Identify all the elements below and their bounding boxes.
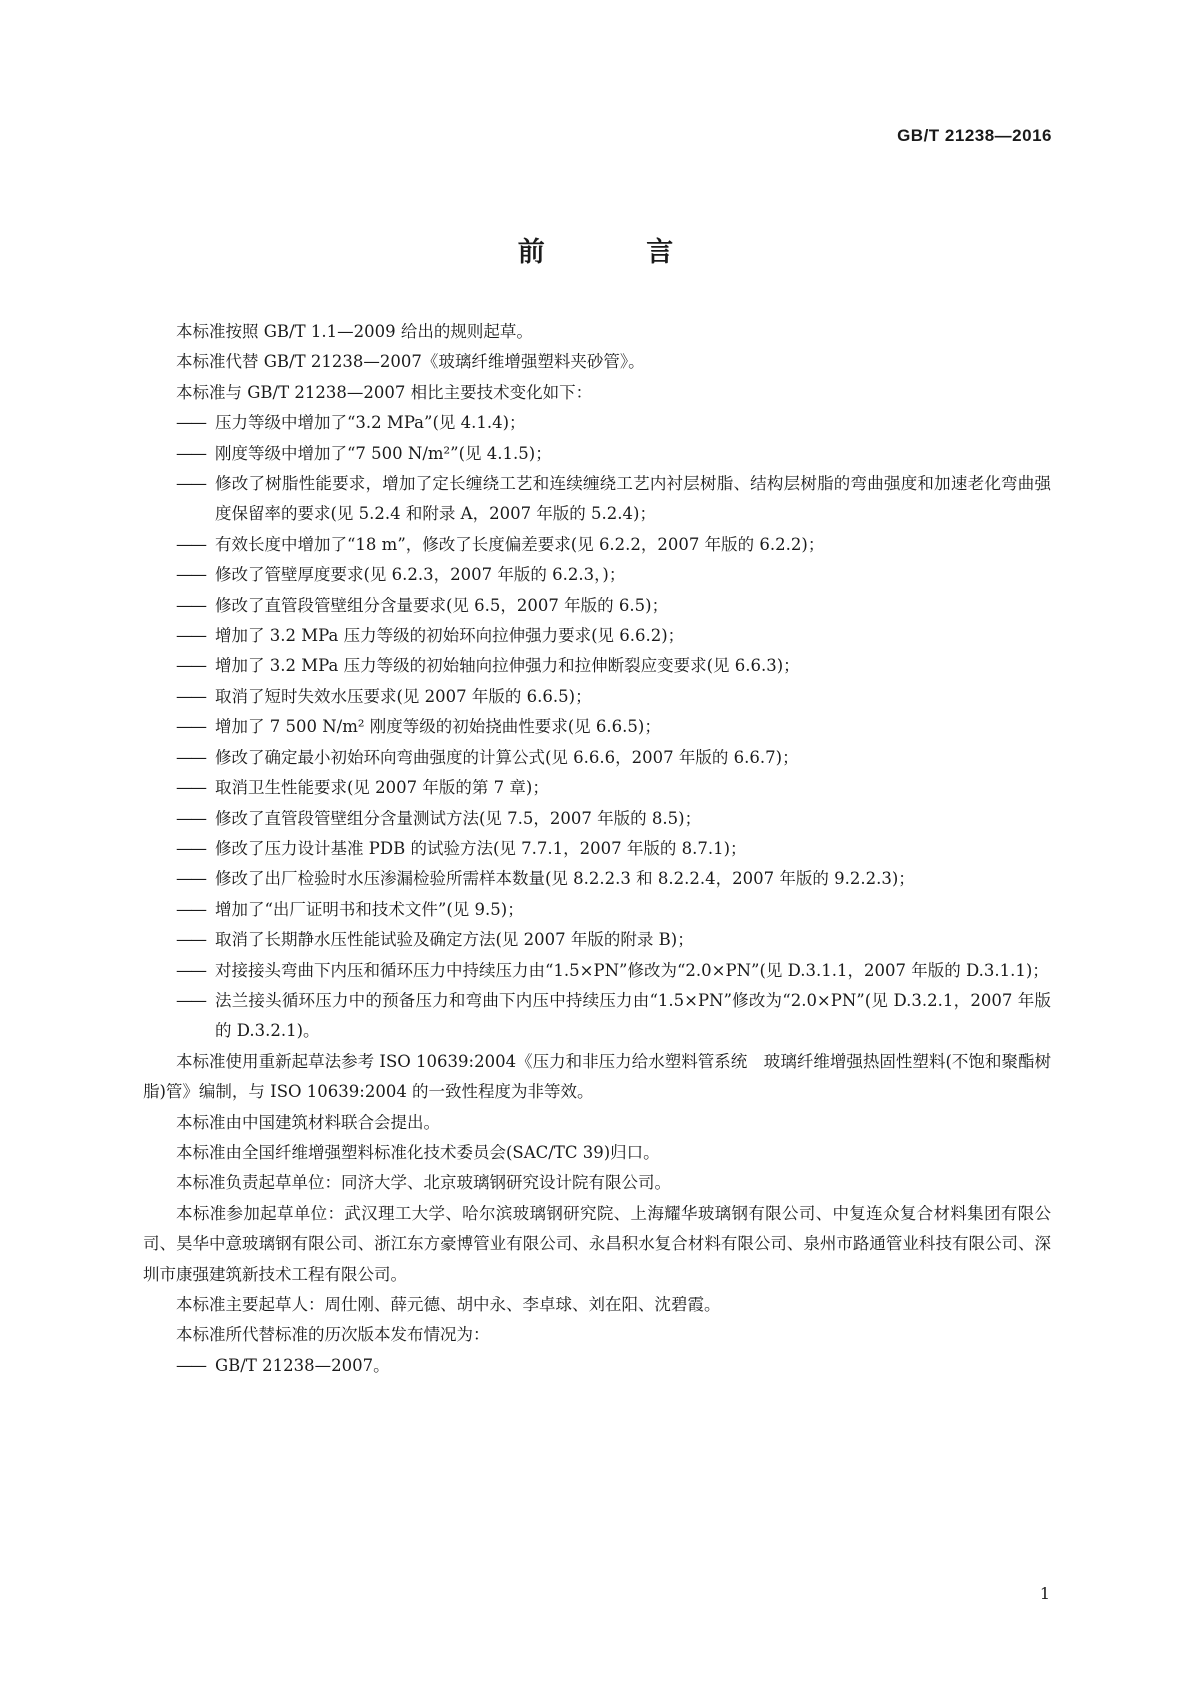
change-item	[143, 530, 1051, 560]
body-paragraph: 本标准由全国纤维增强塑料标准化技术委员会(SAC/TC 39)归口。	[176, 1142, 660, 1162]
dash-marker: ——	[176, 595, 205, 615]
change-item	[143, 773, 1051, 803]
change-item-text: 增加了 7 500 N/m² 刚度等级的初始挠曲性要求(见 6.6.5)；	[215, 717, 661, 737]
dash-marker: ——	[176, 565, 205, 585]
change-item-text: 修改了直管段管壁组分含量测试方法(见 7.5，2007 年版的 8.5)；	[215, 808, 702, 828]
change-item-text: 取消了长期静水压性能试验及确定方法(见 2007 年版的附录 B)；	[215, 930, 694, 950]
body-paragraph: 本标准负责起草单位：同济大学、北京玻璃钢研究设计院有限公司。	[176, 1173, 671, 1193]
body-paragraph: 本标准参加起草单位：武汉理工大学、哈尔滨玻璃钢研究院、上海耀华玻璃钢有限公司、中复连众复合材料集团有限公司、昊华中意玻璃钢有限公司、浙江东方豪博管业有限公司、永昌积水复合材料有限公司、泉州市路通管业科技有限公司、深圳市康强建筑新技术工程有限公司。	[143, 1203, 1051, 1284]
change-item	[143, 439, 1051, 469]
body-paragraph: 本标准主要起草人：周仕刚、薛元德、胡中永、李卓球、刘在阳、沈碧霞。	[176, 1295, 721, 1314]
change-item-text: 修改了树脂性能要求，增加了定长缠绕工艺和连续缠绕工艺内衬层树脂、结构层树脂的弯曲强度和加速老化弯曲强度保留率的要求(见 5.2.4 和附录 A，2007 年版的 5.2.4)；	[215, 474, 1051, 524]
change-item-text: 取消了短时失效水压要求(见 2007 年版的 6.6.5)；	[215, 686, 592, 706]
previous-version-text: GB/T 21238—2007。	[215, 1355, 390, 1375]
change-item-text: 增加了“出厂证明书和技术文件”(见 9.5)；	[215, 899, 524, 919]
dash-marker: ——	[176, 474, 205, 494]
dash-marker: ——	[176, 686, 205, 706]
intro-paragraph: 本标准按照 GB/T 1.1—2009 给出的规则起草。	[176, 322, 533, 341]
intro-paragraph: 本标准与 GB/T 21238—2007 相比主要技术变化如下：	[176, 382, 593, 402]
dash-marker: ——	[176, 990, 205, 1010]
dash-marker: ——	[176, 869, 205, 889]
body-paragraph: 本标准使用重新起草法参考 ISO 10639:2004《压力和非压力给水塑料管系统 玻璃纤维增强热固性塑料(不饱和聚酯树脂)管》编制，与 ISO 10639:2004 的一致性程度为非等效。	[143, 1051, 1051, 1102]
change-item	[143, 804, 1051, 834]
body-paragraph: 本标准所代替标准的历次版本发布情况为：	[176, 1325, 490, 1345]
change-item	[143, 864, 1051, 894]
page-number: 1	[1039, 1584, 1050, 1603]
change-item-text: 修改了直管段管壁组分含量要求(见 6.5，2007 年版的 6.5)；	[215, 595, 669, 615]
change-item-text: 修改了确定最小初始环向弯曲强度的计算公式(见 6.6.6，2007 年版的 6.6.7)；	[215, 747, 799, 767]
change-item-text: 刚度等级中增加了“7 500 N/m²”(见 4.1.5)；	[215, 443, 552, 463]
changes-list	[143, 408, 1051, 1047]
change-item-text: 压力等级中增加了“3.2 MPa”(见 4.1.4)；	[215, 413, 526, 433]
change-item	[143, 743, 1051, 773]
change-item-text: 取消卫生性能要求(见 2007 年版的第 7 章)；	[215, 778, 549, 798]
dash-marker: ——	[176, 778, 205, 798]
change-item	[143, 925, 1051, 955]
dash-marker: ——	[176, 899, 205, 919]
dash-marker: ——	[176, 443, 205, 463]
body-paragraph: 本标准由中国建筑材料联合会提出。	[176, 1112, 440, 1132]
dash-marker: ——	[176, 626, 205, 646]
change-item-text: 对接接头弯曲下内压和循环压力中持续压力由“1.5×PN”修改为“2.0×PN”(见 D.3.1.1，2007 年版的 D.3.1.1)；	[215, 960, 1049, 980]
change-item	[143, 621, 1051, 651]
dash-marker: ——	[176, 960, 205, 980]
dash-marker: ——	[176, 656, 205, 676]
change-item	[143, 591, 1051, 621]
dash-marker: ——	[176, 930, 205, 950]
change-item	[143, 469, 1051, 530]
dash-marker: ——	[176, 717, 205, 737]
change-item	[143, 560, 1051, 590]
change-item	[143, 895, 1051, 925]
dash-marker: ——	[176, 747, 205, 767]
dash-marker: ——	[176, 838, 205, 858]
preface-body	[143, 317, 1051, 1381]
previous-version-item	[143, 1351, 1051, 1381]
dash-marker: ——	[176, 534, 205, 554]
change-item-text: 法兰接头循环压力中的预备压力和弯曲下内压中持续压力由“1.5×PN”修改为“2.0×PN”(见 D.3.2.1，2007 年版的 D.3.2.1)。	[215, 990, 1051, 1041]
change-item	[143, 986, 1051, 1047]
change-item	[143, 834, 1051, 864]
intro-paragraph: 本标准代替 GB/T 21238—2007《玻璃纤维增强塑料夹砂管》。	[176, 352, 645, 372]
standard-code: GB/T 21238—2016	[897, 126, 1052, 145]
change-item-text: 增加了 3.2 MPa 压力等级的初始轴向拉伸强力和拉伸断裂应变要求(见 6.6.3)；	[215, 656, 800, 676]
dash-marker: ——	[176, 808, 205, 828]
change-item	[143, 408, 1051, 438]
change-item-text: 修改了压力设计基准 PDB 的试验方法(见 7.7.1，2007 年版的 8.7.1)；	[215, 838, 747, 858]
dash-marker: ——	[176, 413, 205, 433]
change-item-text: 增加了 3.2 MPa 压力等级的初始环向拉伸强力要求(见 6.6.2)；	[215, 626, 685, 646]
change-item	[143, 682, 1051, 712]
page-title: 前 言	[517, 237, 720, 268]
change-item-text: 修改了管壁厚度要求(见 6.2.3，2007 年版的 6.2.3，)；	[215, 565, 626, 585]
change-item	[143, 712, 1051, 742]
change-item	[143, 956, 1051, 986]
dash-marker: ——	[176, 1355, 205, 1375]
change-item-text: 有效长度中增加了“18 m”，修改了长度偏差要求(见 6.2.2，2007 年版的 6.2.2)；	[215, 534, 825, 554]
change-item-text: 修改了出厂检验时水压渗漏检验所需样本数量(见 8.2.2.3 和 8.2.2.4，2007 年版的 9.2.2.3)；	[215, 869, 915, 889]
change-item	[143, 651, 1051, 681]
